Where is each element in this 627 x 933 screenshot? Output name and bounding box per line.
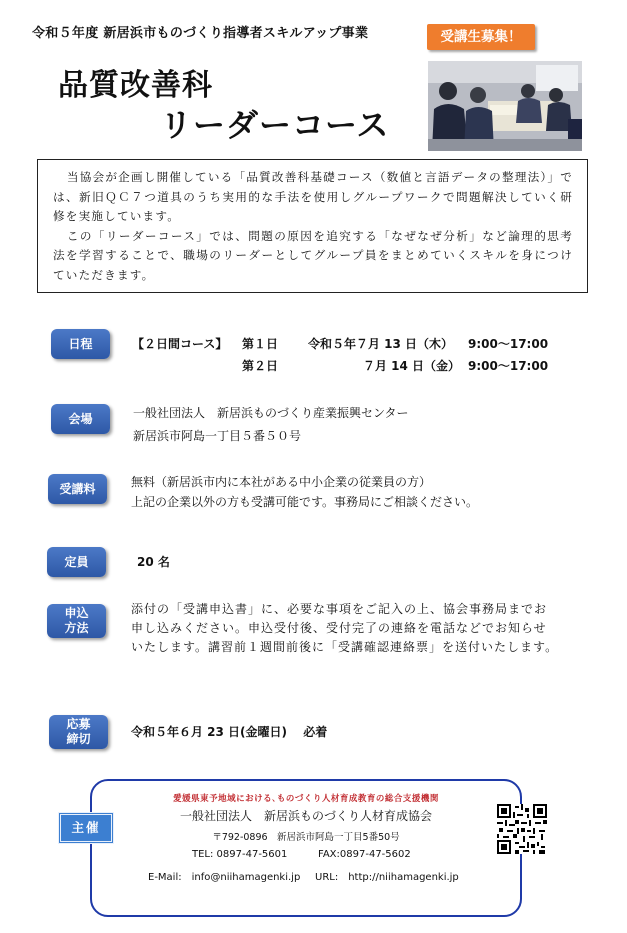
course-title-line2: リーダーコース bbox=[160, 106, 390, 144]
day1-time: 9:00～17:00 bbox=[468, 336, 549, 351]
venue-label: 会場 bbox=[51, 404, 110, 434]
capacity-value: 20 名 bbox=[137, 555, 170, 569]
intro-paragraph-1: 当協会が企画し開催している「品質改善科基礎コース（数値と言語データの整理法）」では、新旧ＱＣ７つ道具のうち実用的な手法を使用しグループワークで問題解決していく研修を実施しています。 bbox=[53, 170, 573, 224]
qr-code bbox=[497, 804, 547, 854]
day1-label: 第１日 bbox=[242, 336, 279, 351]
sponsor-label: 主催 bbox=[58, 812, 114, 844]
application-label-line2: 方法 bbox=[64, 621, 89, 635]
deadline-label bbox=[49, 715, 108, 749]
application-label-text bbox=[64, 606, 88, 636]
application-label bbox=[47, 604, 106, 638]
intro-paragraph-2: この「リーダーコース」では、問題の原因を追究する「なぜなぜ分析」など論理的思考法を学習することで、職場のリーダーとしてグループ員をまとめていくスキルを身につけていただきます。 bbox=[53, 228, 573, 282]
deadline-label-text bbox=[66, 717, 90, 747]
course-length: 【２日間コース】 bbox=[132, 336, 228, 351]
organizer-name: 一般社団法人 新居浜ものづくり人材育成協会 bbox=[179, 809, 432, 823]
fee-line-2: 上記の企業以外の方も受講可能です。事務局にご相談ください。 bbox=[131, 495, 479, 509]
organizer-email[interactable]: E-Mail: info@niihamagenki.jp bbox=[148, 872, 301, 883]
organizer-url[interactable]: URL: http://niihamagenki.jp bbox=[315, 872, 459, 883]
day2-label: 第２日 bbox=[242, 358, 279, 373]
capacity-label: 定員 bbox=[47, 547, 106, 577]
fee-label: 受講料 bbox=[48, 474, 107, 504]
deadline-label-line2: 締切 bbox=[66, 732, 91, 746]
organizer-fax: FAX:0897-47-5602 bbox=[318, 849, 411, 860]
schedule-label: 日程 bbox=[51, 329, 110, 359]
organizer-tel: TEL: 0897-47-5601 bbox=[192, 849, 288, 860]
organizer-address: 〒792-0896 新居浜市阿島一丁目5番50号 bbox=[212, 832, 400, 843]
day2-time: 9:00～17:00 bbox=[468, 358, 549, 373]
venue-address: 新居浜市阿島一丁目５番５０号 bbox=[133, 429, 302, 443]
intro-box bbox=[37, 159, 588, 293]
fee-line-1: 無料（新居浜市内に本社がある中小企業の従業員の方） bbox=[131, 475, 432, 489]
schedule-table bbox=[132, 332, 548, 376]
deadline-label-line1: 応募 bbox=[66, 717, 91, 731]
deadline-text: 令和５年６月 23 日(金曜日) 必着 bbox=[131, 725, 328, 739]
training-photo bbox=[428, 61, 582, 151]
day1-date: 令和５年７月 13 日（木） bbox=[308, 336, 454, 351]
recruit-badge: 受講生募集！ bbox=[427, 24, 535, 50]
application-label-line1: 申込 bbox=[64, 606, 89, 620]
venue-name: 一般社団法人 新居浜ものづくり産業振興センター bbox=[133, 406, 409, 420]
day2-date: ７月 14 日（金） bbox=[362, 358, 460, 373]
program-name: 令和５年度 新居浜市ものづくり指導者スキルアップ事業 bbox=[32, 26, 369, 41]
organizer-tagline: 愛媛県東予地域における､ものづくり人材育成教育の総合支援機関 bbox=[173, 794, 439, 804]
course-title-line1: 品質改善科 bbox=[58, 68, 213, 103]
application-text: 添付の「受講申込書」に、必要な事項をご記入の上、協会事務局までお申し込みください。申込受付後、受付完了の連絡を電話などでお知らせいたします。講習前１週間前後に「受講確認連絡票」を送付いたします。 bbox=[131, 602, 559, 654]
